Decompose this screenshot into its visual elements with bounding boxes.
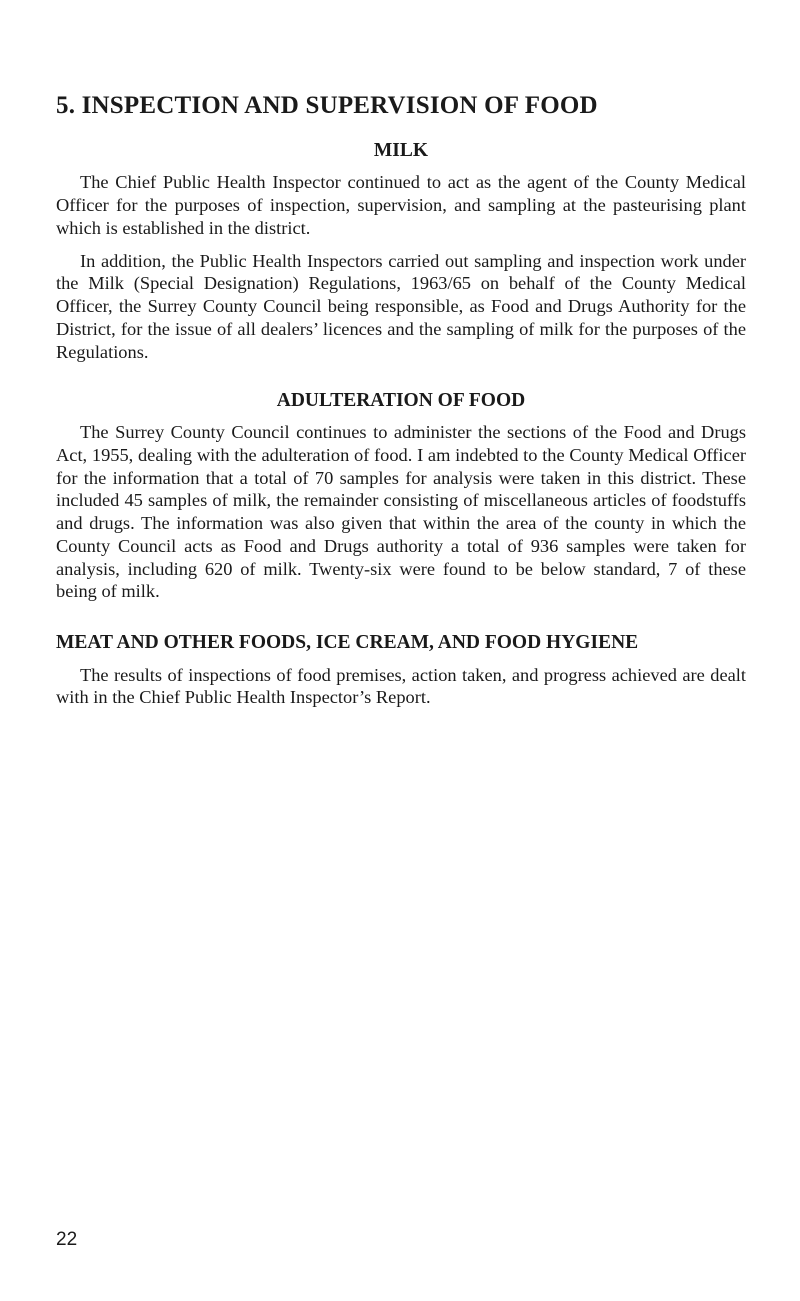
meat-food-hygiene-paragraph-1: The results of inspections of food premises, action taken, and progress achieved are dealt with in the Chief Public Health Inspector’s Report. <box>56 664 746 708</box>
milk-paragraph-2: In addition, the Public Health Inspectors carried out sampling and inspection work under the Milk (Special Designation) Regulations, 1963/65 on behalf of the County Medical Officer, the Surrey County Council being responsible, as Food and Drugs Authority for the District, for the issue of all dealers’ licences and the sampling of milk for the purposes of the Regulations. <box>56 250 746 362</box>
page-number: 22 <box>56 1229 78 1250</box>
section-heading-meat-food-hygiene: MEAT AND OTHER FOODS, ICE CREAM, AND FOOD HYGIENE <box>56 632 639 654</box>
adulteration-paragraph-1: The Surrey County Council continues to administer the sections of the Food and Drugs Act, 1955, dealing with the adulteration of food. I am indebted to the County Medical Officer for the information that a total of 70 samples for analysis were taken in this district. These included 45 samples of milk, the remainder consisting of miscellaneous articles of foodstuffs and drugs. The information was also given that within the area of the county in which the County Council acts as Food and Drugs authority a total of 936 samples were taken for analysis, including 620 of milk. Twenty-six were found to be below standard, 7 of these being of milk. <box>56 421 746 602</box>
section-heading-adulteration: ADULTERATION OF FOOD <box>276 389 526 411</box>
document-page <box>56 92 746 719</box>
milk-paragraph-1: The Chief Public Health Inspector continued to act as the agent of the County Medical Officer for the purposes of inspection, supervision, and sampling at the pasteurising plant which is established in the district. <box>56 172 746 238</box>
page-title: 5. INSPECTION AND SUPERVISION OF FOOD <box>56 92 598 119</box>
section-heading-milk: MILK <box>373 139 429 161</box>
